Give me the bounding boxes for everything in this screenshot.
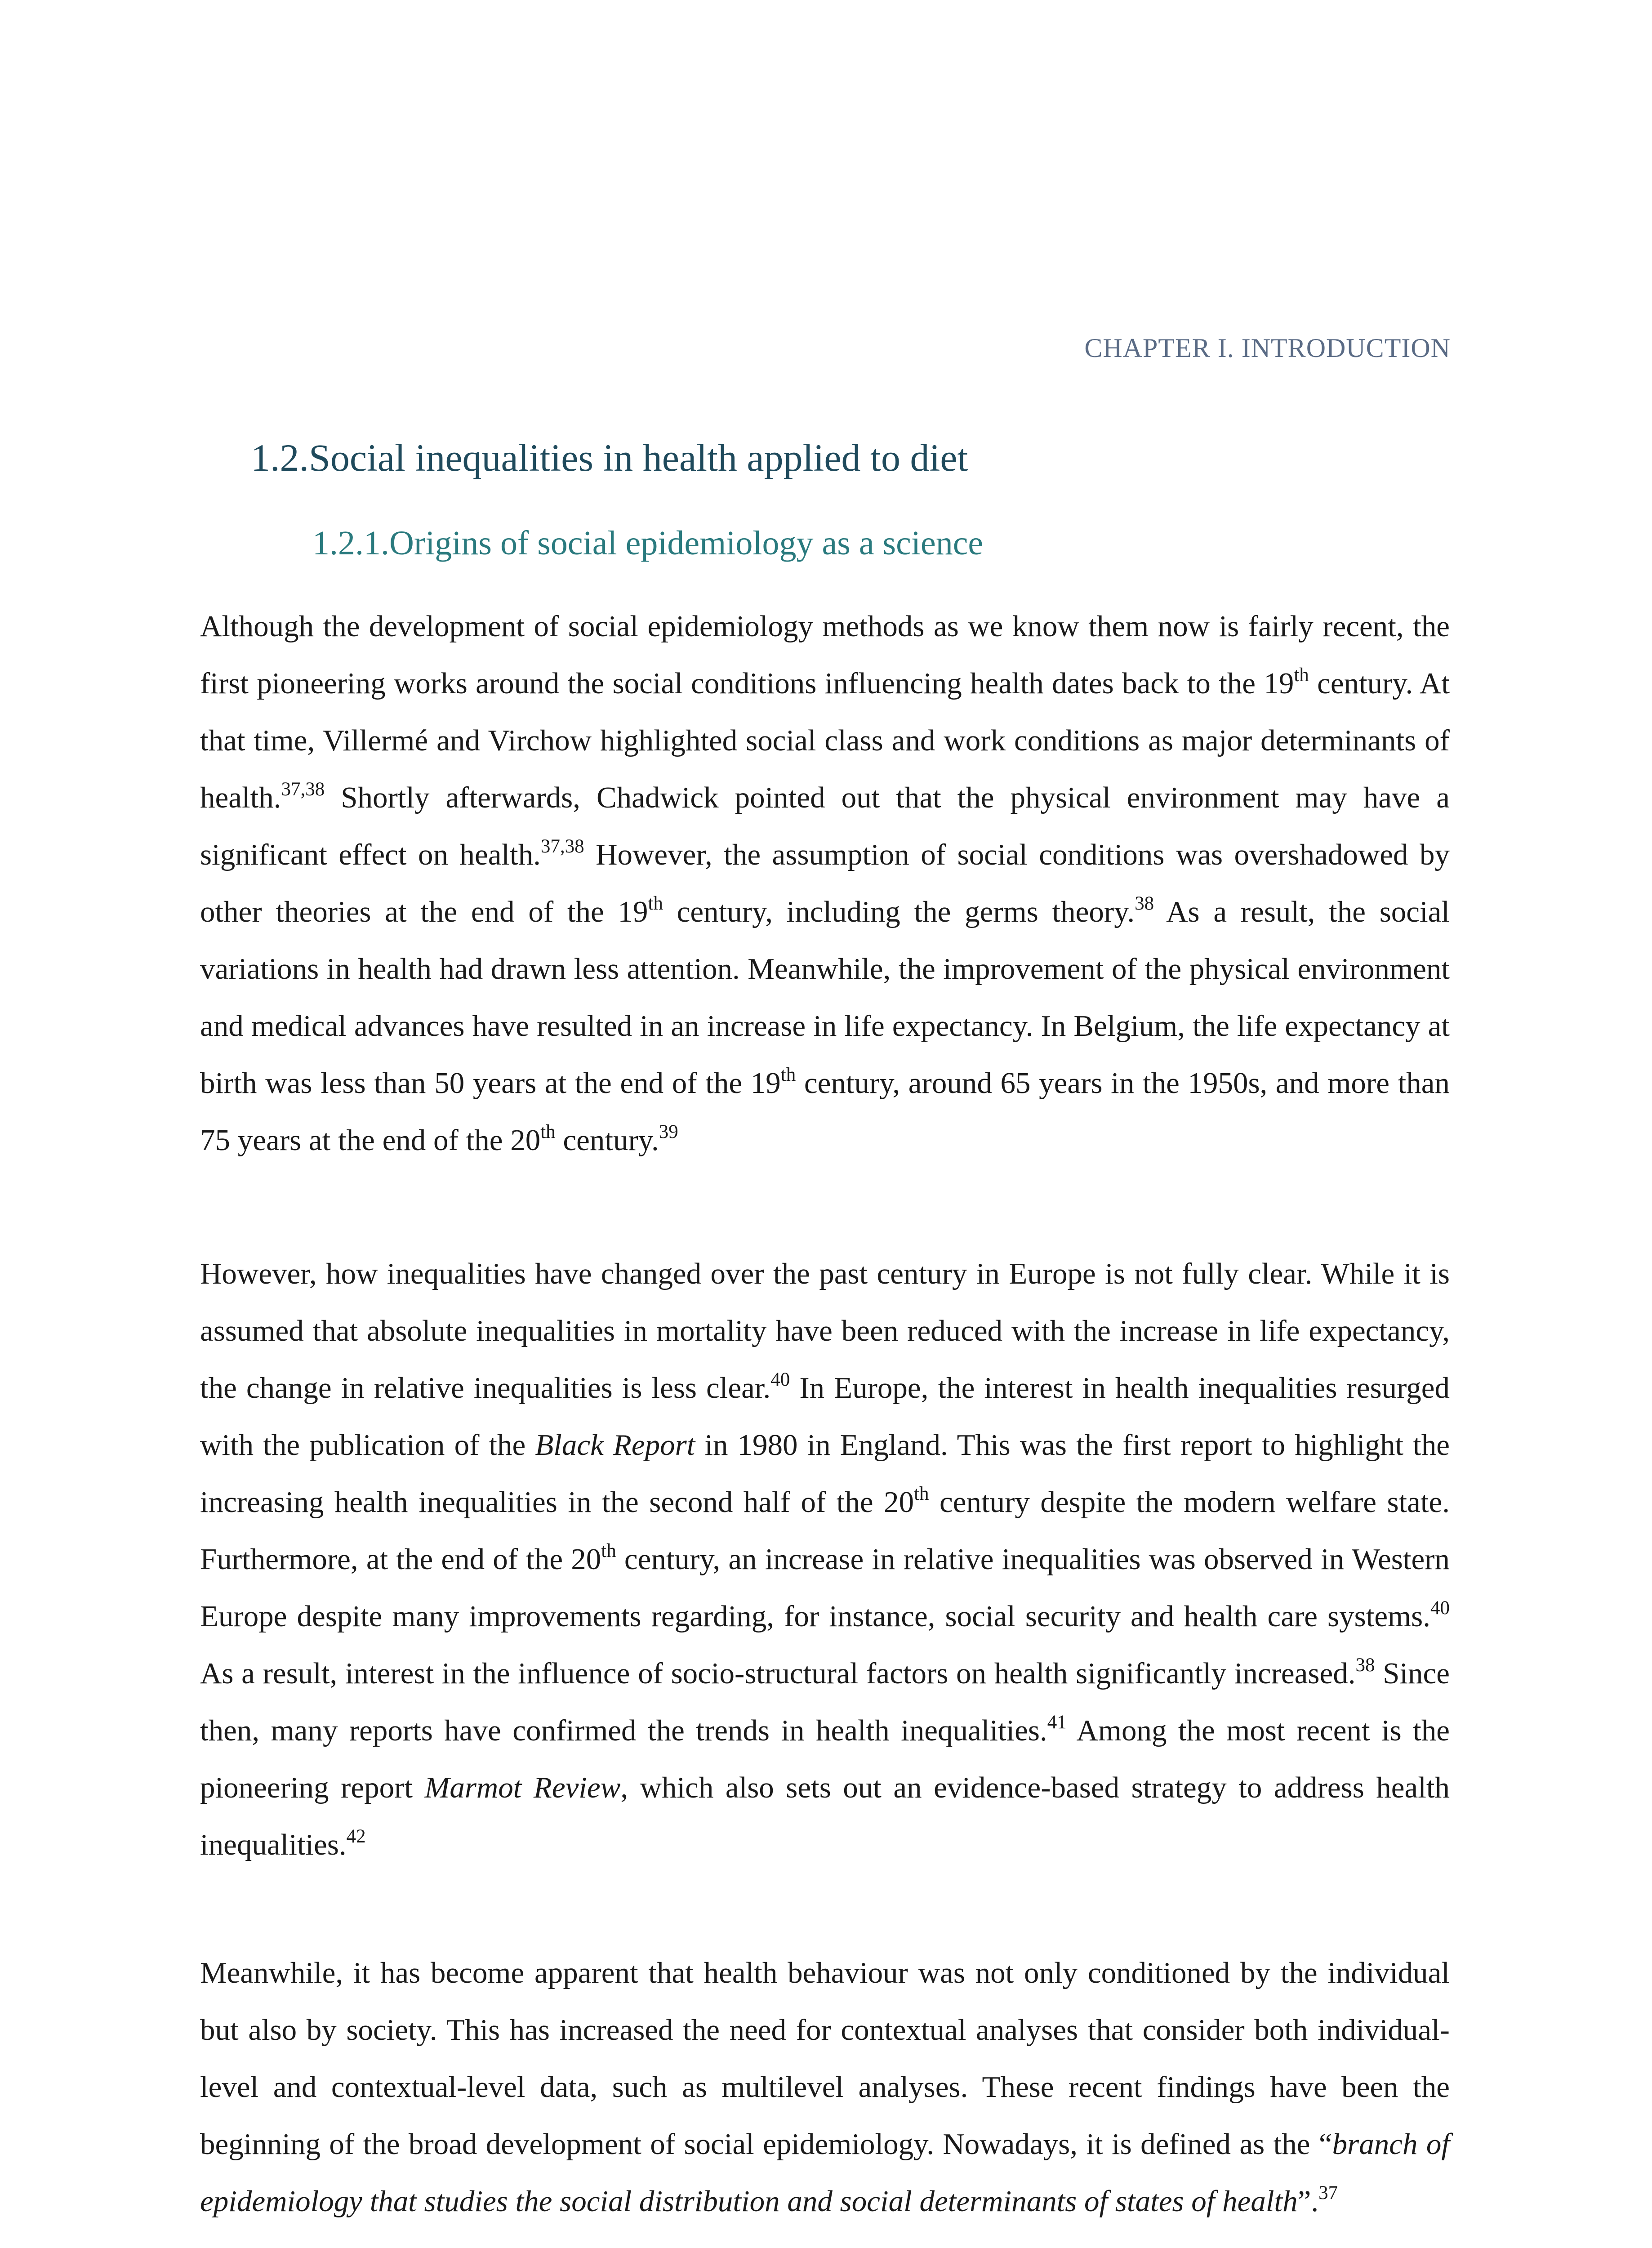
citation: 37: [1318, 2182, 1338, 2203]
superscript: th: [1294, 664, 1309, 686]
running-header: CHAPTER I. INTRODUCTION: [1084, 333, 1451, 363]
citation: 40: [1430, 1597, 1450, 1619]
report-title: Black Report: [535, 1428, 695, 1462]
citation: 38: [1355, 1654, 1375, 1676]
citation: 40: [770, 1369, 790, 1390]
superscript: th: [648, 892, 663, 914]
citation: 37,38: [281, 778, 325, 800]
superscript: th: [780, 1064, 796, 1085]
paragraph-3: Meanwhile, it has become apparent that health behaviour was not only conditioned by the individual but also by society. This has increased the need for contextual analyses that consider both individual-level and contextual-level data, such as multilevel analyses. These recent findings have been the beginning of the broad development of social epidemiology. Nowadays, it is defined as the “branch of epidemiology that studies the social distribution and social determinants of states of health”.$^{37}$: [200, 1956, 1450, 2218]
citation: 38: [1135, 892, 1154, 914]
report-title: Marmot Review: [424, 1771, 621, 1804]
subsection-heading: 1.2.1.Origins of social epidemiology as a science: [312, 524, 984, 562]
superscript: th: [914, 1483, 929, 1504]
citation: 42: [346, 1825, 366, 1847]
superscript: th: [601, 1540, 616, 1561]
section-heading: 1.2.Social inequalities in health applied to diet: [251, 436, 968, 479]
citation: 39: [659, 1121, 678, 1142]
citation: 37,38: [540, 835, 584, 857]
paragraph-2: However, how inequalities have changed over the past century in Europe is not fully clear. While it is assumed that absolute inequalities in mortality have been reduced with the increase in life expectancy, the change in relative inequalities is less clear.$^{40}$ In Europe, the interest in health inequalities resurged with the publication of the Black Report in 1980 in England. This was the first report to highlight the increasing health inequalities in the second half of the 20th century despite the modern welfare state. Furthermore, at the end of the 20th century, an increase in relative inequalities was observed in Western Europe despite many improvements regarding, for instance, social security and health care systems.$^{40}$ As a result, interest in the influence of socio-structural factors on health significantly increased.$^{38}$ Since then, many reports have confirmed the trends in health inequalities.$^{41}$ Among the most recent is the pioneering report Marmot Review, which also sets out an evidence-based strategy to address health inequalities.$^{42}$: [200, 1257, 1450, 1861]
paragraph-1: Although the development of social epidemiology methods as we know them now is fairly recent, the first pioneering works around the social conditions influencing health dates back to the 19th century. At that time, Villermé and Virchow highlighted social class and work conditions as major determinants of health.$^{37,38}$ Shortly afterwards, Chadwick pointed out that the physical environment may have a significant effect on health.$^{37,38}$ However, the assumption of social conditions was overshadowed by other theories at the end of the 19th century, including the germs theory.$^{38}$ As a result, the social variations in health had drawn less attention. Meanwhile, the improvement of the physical environment and medical advances have resulted in an increase in life expectancy. In Belgium, the life expectancy at birth was less than 50 years at the end of the 19th century, around 65 years in the 1950s, and more than 75 years at the end of the 20th century.$^{39}$: [200, 610, 1450, 1157]
citation: 41: [1047, 1711, 1067, 1733]
superscript: th: [540, 1121, 556, 1142]
definition-quote: branch of epidemiology that studies the social distribution and social determinants of states of health: [200, 2128, 1450, 2218]
